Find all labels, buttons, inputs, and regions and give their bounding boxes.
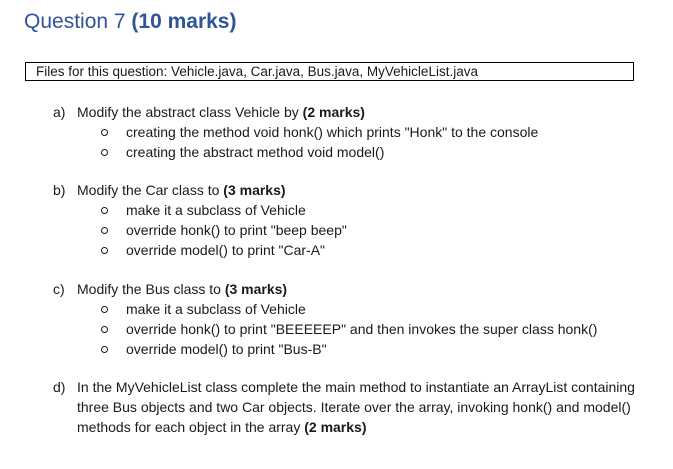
part-a-list <box>53 122 538 162</box>
part-a-marks: (2 marks) <box>302 104 365 120</box>
part-b <box>53 180 347 260</box>
part-b-marks: (3 marks) <box>223 182 286 198</box>
files-box: Files for this question: Vehicle.java, Car.java, Bus.java, MyVehicleList.java <box>25 62 634 81</box>
part-c-list <box>53 299 597 359</box>
list-item-text: creating the method void honk() which prints "Honk" to the console <box>126 124 539 140</box>
list-item <box>101 240 347 260</box>
part-c-letter: c) <box>53 281 65 297</box>
part-b-text: Modify the Car class to <box>77 182 224 198</box>
list-item <box>101 299 597 319</box>
list-item-text: override model() to print "Car-A" <box>126 242 326 258</box>
question-label: Question 7 <box>24 10 132 33</box>
list-item-text: make it a subclass of Vehicle <box>126 202 306 218</box>
part-b-heading <box>77 180 347 200</box>
bullet-icon <box>101 326 108 333</box>
part-a-text: Modify the abstract class Vehicle by <box>77 104 303 120</box>
part-b-list <box>53 200 347 260</box>
part-c-text: Modify the Bus class to <box>77 281 225 297</box>
part-a-heading <box>77 102 538 122</box>
part-a <box>53 102 538 162</box>
bullet-icon <box>101 227 108 234</box>
part-a-letter: a) <box>53 104 66 120</box>
list-item-text: creating the abstract method void model() <box>126 144 385 160</box>
part-d <box>53 377 637 437</box>
bullet-icon <box>101 129 108 136</box>
list-item <box>101 220 347 240</box>
list-item <box>101 319 597 339</box>
part-d-marks: (2 marks) <box>304 419 367 435</box>
part-c-heading <box>77 279 597 299</box>
list-item-text: make it a subclass of Vehicle <box>126 301 306 317</box>
part-d-letter: d) <box>53 379 66 395</box>
list-item-text: override honk() to print "beep beep" <box>126 222 347 238</box>
bullet-icon <box>101 346 108 353</box>
bullet-icon <box>101 247 108 254</box>
bullet-icon <box>101 207 108 214</box>
list-item <box>101 122 538 142</box>
list-item <box>101 142 538 162</box>
part-d-text: In the MyVehicleList class complete the main method to instantiate an ArrayList containing three Bus objects and two Car objects. Iterate over the array, invoking honk() and model() methods for each object in the array <box>77 379 635 435</box>
list-item-text: override honk() to print "BEEEEEP" and then invokes the super class honk() <box>126 321 598 337</box>
part-c-marks: (3 marks) <box>224 281 288 297</box>
list-item <box>101 339 597 359</box>
question-title <box>24 10 236 34</box>
question-marks: (10 marks) <box>131 10 237 33</box>
part-c <box>53 279 597 359</box>
part-d-body <box>77 377 637 437</box>
part-b-letter: b) <box>53 182 66 198</box>
bullet-icon <box>101 149 108 156</box>
bullet-icon <box>101 306 108 313</box>
list-item-text: override model() to print "Bus-B" <box>126 341 327 357</box>
list-item <box>101 200 347 220</box>
